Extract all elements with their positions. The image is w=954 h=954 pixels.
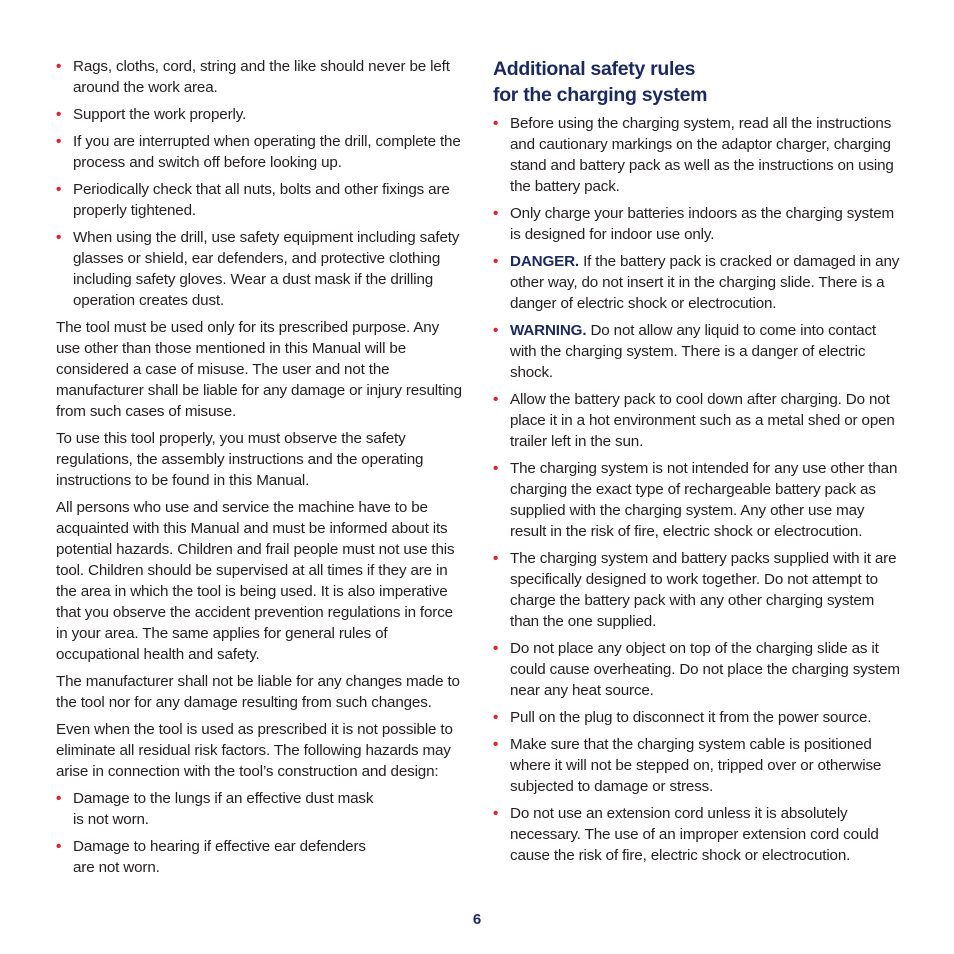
list-item (56, 227, 462, 311)
right-column (493, 56, 903, 872)
list-item-text: Pull on the plug to disconnect it from the power source. (510, 709, 872, 726)
bullet-icon: • (493, 550, 499, 567)
list-item-text: The charging system is not intended for any use other than charging the exact type of rechargeable battery pack as supplied with the charging system. Any other use may result in the risk of fire, electric shock or electrocution. (510, 460, 898, 540)
bullet-icon: • (493, 322, 499, 339)
list-item-text: Support the work properly. (73, 106, 247, 123)
work-area-safety-list (56, 56, 462, 311)
list-item-text: Do not place any object on top of the charging slide as it could cause overheating. Do not place the charging system near any heat source. (510, 640, 900, 699)
list-item-text: Damage to the lungs if an effective dust mask is not worn. (73, 790, 374, 828)
list-item (493, 458, 903, 542)
bullet-icon: • (493, 205, 499, 222)
hazard-list (56, 788, 462, 878)
heading-line: for the charging system (493, 84, 708, 106)
bullet-icon: • (56, 133, 62, 150)
bullet-icon: • (493, 709, 499, 726)
list-item-text: Allow the battery pack to cool down after charging. Do not place it in a hot environment such as a metal shed or open trailer left in the sun. (510, 391, 895, 450)
liability-paragraph: The manufacturer shall not be liable for any changes made to the tool nor for any damage resulting from such changes. (56, 673, 460, 711)
charging-safety-list (493, 113, 903, 866)
list-item-text: Do not allow any liquid to come into contact with the charging system. There is a danger of electric shock. (510, 322, 876, 381)
list-item (493, 707, 903, 728)
list-item (493, 320, 903, 383)
bullet-icon: • (493, 460, 499, 477)
list-item (56, 131, 462, 173)
page-number: 6 (472, 911, 482, 928)
list-item (493, 251, 903, 314)
list-item (56, 104, 462, 125)
list-item (56, 179, 462, 221)
purpose-paragraph: The tool must be used only for its prescribed purpose. Any use other than those mentioned in this Manual will be considered a case of misuse. The user and not the manufacturer shall be liable for any damage or injury resulting from such cases of misuse. (56, 319, 462, 420)
list-item-text: When using the drill, use safety equipment including safety glasses or shield, ear defenders, and protective clothing including safety gloves. Wear a dust mask if the drilling operation creates dust. (73, 229, 460, 309)
bullet-icon: • (493, 253, 499, 270)
regulations-paragraph: To use this tool properly, you must observe the safety regulations, the assembly instructions and the operating instructions to be found in this Manual. (56, 430, 424, 489)
bullet-icon: • (56, 106, 62, 123)
bullet-icon: • (56, 790, 62, 807)
list-item (493, 113, 903, 197)
bullet-icon: • (56, 58, 62, 75)
bullet-icon: • (493, 640, 499, 657)
list-item (56, 56, 462, 98)
list-item-text: Only charge your batteries indoors as the charging system is designed for indoor use only. (510, 205, 894, 243)
danger-label: DANGER. (510, 253, 579, 270)
left-column (56, 56, 462, 884)
list-item (56, 836, 462, 878)
list-item (56, 788, 462, 830)
list-item-text: Do not use an extension cord unless it is absolutely necessary. The use of an improper extension cord could cause the risk of fire, electric shock or electrocution. (510, 805, 879, 864)
list-item (493, 203, 903, 245)
bullet-icon: • (493, 805, 499, 822)
residual-risk-paragraph: Even when the tool is used as prescribed it is not possible to eliminate all residual risk factors. The following hazards may arise in connection with the tool’s construction and design: (56, 721, 453, 780)
list-item (493, 548, 903, 632)
list-item-text: Rags, cloths, cord, string and the like should never be left around the work area. (73, 58, 450, 96)
warning-label: WARNING. (510, 322, 587, 339)
bullet-icon: • (56, 838, 62, 855)
list-item-text: Before using the charging system, read all the instructions and cautionary markings on the adaptor charger, charging stand and battery pack as well as the instructions on using the battery pack. (510, 115, 894, 195)
list-item (493, 638, 903, 701)
list-item-text: If you are interrupted when operating the drill, complete the process and switch off before looking up. (73, 133, 461, 171)
bullet-icon: • (493, 391, 499, 408)
list-item (493, 389, 903, 452)
heading-line: Additional safety rules (493, 58, 696, 80)
bullet-icon: • (493, 115, 499, 132)
bullet-icon: • (56, 229, 62, 246)
list-item-text: Make sure that the charging system cable is positioned where it will not be stepped on, tripped over or otherwise subjected to damage or stress. (510, 736, 882, 795)
bullet-icon: • (56, 181, 62, 198)
list-item (493, 734, 903, 797)
section-heading (493, 56, 903, 108)
list-item-text: If the battery pack is cracked or damaged in any other way, do not insert it in the charging slide. There is a danger of electric shock or electrocution. (510, 253, 900, 312)
list-item-text: Damage to hearing if effective ear defenders are not worn. (73, 838, 366, 876)
bullet-icon: • (493, 736, 499, 753)
list-item-text: The charging system and battery packs supplied with it are specifically designed to work together. Do not attempt to charge the battery pack with any other charging system than the one supplied. (510, 550, 897, 630)
list-item (493, 803, 903, 866)
list-item-text: Periodically check that all nuts, bolts and other fixings are properly tightened. (73, 181, 450, 219)
persons-paragraph: All persons who use and service the machine have to be acquainted with this Manual and must be informed about its potential hazards. Children and frail people must not use this tool. Children should be supervised at all times if they are in the area in which the tool is being used. It is also imperative that you observe the accident prevention regulations in force in your area. The same applies for general rules of occupational health and safety. (56, 499, 455, 663)
